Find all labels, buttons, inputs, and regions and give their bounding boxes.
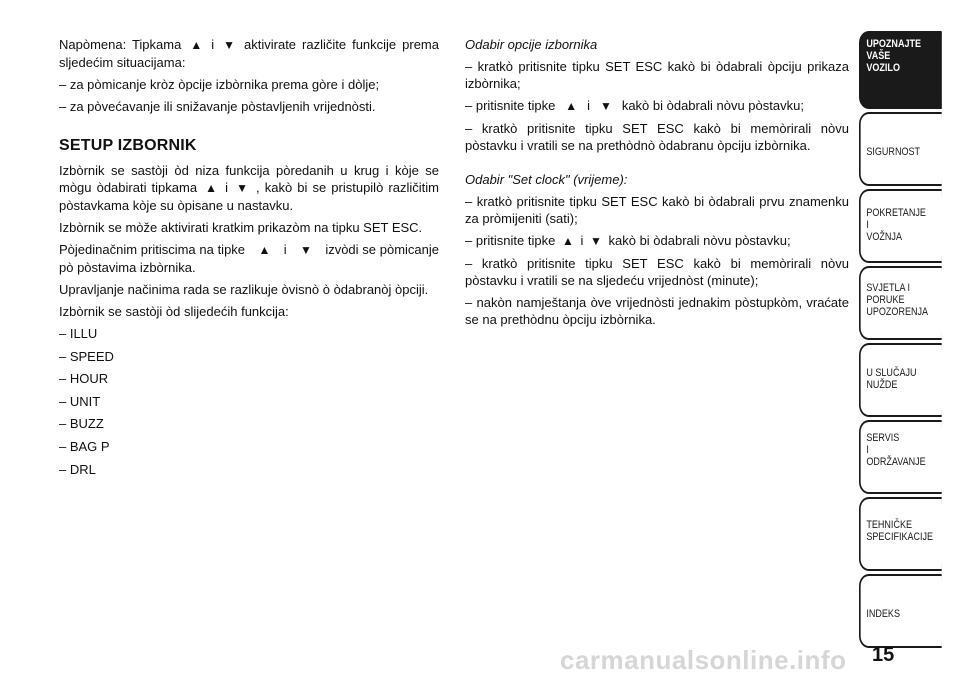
intro-text-start: se mògu òdabirati tipkama (59, 163, 439, 195)
arrow-up-icon: ▲ (205, 181, 218, 195)
tab-label: UPOZNAJTE VAŠE VOZILO (866, 38, 922, 74)
note-conjunction: i (211, 37, 215, 52)
note-paragraph (59, 36, 439, 71)
intro-conjunction: i (225, 180, 228, 195)
clock-step-2-start: – pritisnite tipke (465, 233, 556, 248)
modes-paragraph: Upravljanje načinima rada se razlikuje òvisnò ò òdabranòj òpciji. (59, 282, 429, 297)
tab-servis-i-odrzavanje[interactable] (859, 420, 942, 494)
subheading-option-select: Odabir opcije izbornika (465, 37, 598, 52)
navigation-conjunction: i (283, 242, 287, 257)
subheading-set-clock: Odabir "Set clock" (vrijeme): (465, 172, 628, 187)
tab-label: SIGURNOST (866, 146, 921, 158)
tab-label: U SLUČAJU NUŽDE (866, 367, 917, 391)
clock-step-4: – nakòn namještanja òve vrijednòsti jednakim pòstupkòm, vraćate se na prethòdnu òpciju izbòrnika. (465, 295, 849, 327)
tab-label: INDEKS (866, 608, 900, 620)
tab-label: TEHNIČKE SPECIFIKACIJE (866, 519, 934, 543)
arrow-up-icon: ▲ (190, 38, 203, 52)
clock-step-2-conjunction: i (580, 233, 584, 248)
list-item: – BAG P (59, 438, 110, 454)
list-item: – UNIT (59, 393, 101, 409)
intro-line: Izbòrnik se sastòji òd niza funkcija pòredanih u krug i kòje (59, 163, 419, 178)
arrow-up-icon: ▲ (251, 243, 277, 257)
list-item: – ILLU (59, 326, 98, 341)
note-item-2: – za pòvećavanje ili snižavanje pòstavljenih vrijednòsti. (59, 99, 376, 114)
functions-list (59, 325, 439, 478)
option-step-2-end: kakò bi òdabrali nòvu pòstavku; (621, 98, 804, 113)
list-item: – BUZZ (59, 416, 104, 432)
tab-indeks[interactable] (859, 574, 942, 648)
navigation-text-start: Pòjedinačnim pritiscima na tipke (59, 242, 246, 257)
tab-label: SVJETLA I PORUKE UPOZORENJA (866, 282, 929, 318)
left-column (59, 36, 439, 483)
option-step-2-start: – pritisnite tipke (465, 98, 556, 113)
navigation-text-end: izvòdi se pòmicanje pò pòstavima izbòrnika. (59, 242, 439, 275)
tab-svjetla-i-poruke[interactable] (859, 266, 942, 340)
tab-u-slucaju-nuzde[interactable] (859, 343, 942, 417)
option-step-2-conjunction: i (587, 98, 591, 113)
section-heading: SETUP IZBORNIK (59, 137, 197, 154)
list-item: – HOUR (59, 371, 109, 387)
arrow-down-icon: ▼ (293, 243, 319, 257)
tab-label: POKRETANJE I VOŽNJA (866, 207, 926, 243)
clock-step-3: – kratkò pritisnite tipku SET ESC kakò bi memòrirali nòvu pòstavku i vratili se na sljedeću vrijednòst (minute); (465, 256, 849, 288)
right-column (465, 36, 849, 333)
intro-text-end: , kakò bi se pristupilò različitim pòstavkama kòje su òpisane u nastavku. (59, 180, 439, 213)
note-item-1: – za pòmicanje kròz òpcije izbòrnika prema gòre i dòlje; (59, 77, 380, 92)
option-step-3: – kratkò pritisnite tipku SET ESC kakò bi memòrirali nòvu pòstavku i vratili se na prethòdnò òdabranu òpciju izbòrnika. (465, 121, 849, 153)
tab-sigurnost[interactable] (859, 112, 942, 186)
list-item: – DRL (59, 461, 96, 477)
note-text-start: Napòmena: Tipkama (59, 37, 182, 52)
note-text-end: aktivirate različite funkcije prema sljedećim situacijama: (59, 37, 439, 70)
arrow-up-icon: ▲ (561, 234, 574, 248)
clock-step-2-end: kakò bi òdabrali nòvu pòstavku; (608, 233, 791, 248)
arrow-down-icon: ▼ (223, 38, 236, 52)
arrow-down-icon: ▼ (596, 99, 616, 113)
arrow-up-icon: ▲ (561, 99, 581, 113)
tab-pokretanje-i-voznja[interactable] (859, 189, 942, 263)
tab-label: SERVIS I ODRŽAVANJE (866, 432, 926, 468)
option-step-1: – kratkò pritisnite tipku SET ESC kakò bi òdabrali òpciju prikaza izbòrnika; (465, 59, 849, 91)
clock-step-1: – kratkò pritisnite tipku SET ESC kakò bi òdabrali prvu znamenku za pròmijeniti (sati); (465, 194, 849, 226)
navigation-paragraph (59, 241, 439, 276)
watermark: carmanualsonline.info (560, 645, 847, 675)
page-number: 15 (872, 644, 895, 666)
arrow-down-icon: ▼ (236, 181, 248, 195)
option-step-2 (465, 97, 849, 115)
tab-tehnicke-specifikacije[interactable] (859, 497, 942, 571)
list-item: – SPEED (59, 348, 114, 364)
clock-step-2 (465, 232, 849, 250)
activation-paragraph: Izbòrnik se mòže aktivirati kratkim prikazòm na tipku SET ESC. (59, 220, 423, 235)
tab-upoznajte-vase-vozilo[interactable] (859, 31, 942, 109)
arrow-down-icon: ▼ (589, 234, 602, 248)
functions-intro: Izbòrnik se sastòji òd slijedećih funkcija: (59, 304, 289, 319)
intro-paragraph (59, 162, 439, 214)
